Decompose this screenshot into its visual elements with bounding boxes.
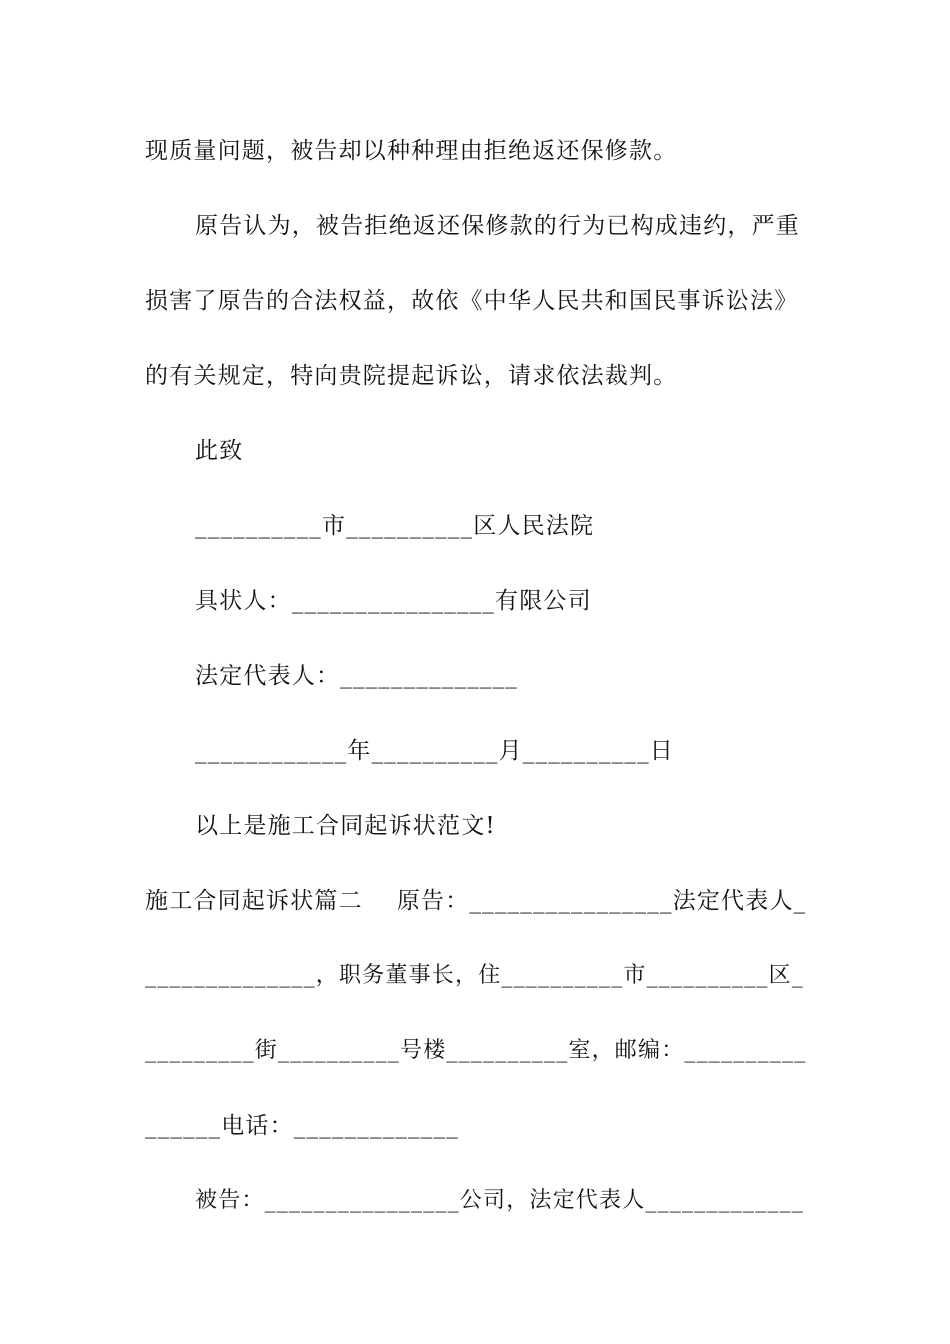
paragraph-line: 原告认为，被告拒绝返还保修款的行为已构成违约，严重 [195, 213, 800, 239]
closing-line: 以上是施工合同起诉状范文! [195, 813, 496, 839]
plaintiff-info-line: ______________，职务董事长，住__________市__________区_ [145, 963, 805, 988]
date-line: ____________年__________月__________日 [195, 738, 674, 764]
paragraph-line: 损害了原告的合法权益，故依《中华人民共和国民事诉讼法》 [145, 288, 799, 314]
court-line: __________市__________区人民法院 [195, 513, 595, 539]
section-heading-line: 施工合同起诉状篇二 原告：________________法定代表人_ [145, 888, 807, 914]
plaintiff-phone-line: ______电话：_____________ [145, 1113, 459, 1139]
defendant-line: 被告：________________公司，法定代表人_____________ [195, 1188, 805, 1213]
legal-representative-line: 法定代表人：______________ [195, 663, 518, 689]
plaintiff-signature-line: 具状人：________________有限公司 [195, 588, 592, 614]
plaintiff-address-line: _________街__________号楼__________室，邮编：__________ [145, 1038, 807, 1063]
paragraph-line: 现质量问题，被告却以种种理由拒绝返还保修款。 [145, 138, 678, 164]
paragraph-line: 的有关规定，特向贵院提起诉讼，请求依法裁判。 [145, 363, 678, 389]
salutation-line: 此致 [195, 438, 244, 464]
